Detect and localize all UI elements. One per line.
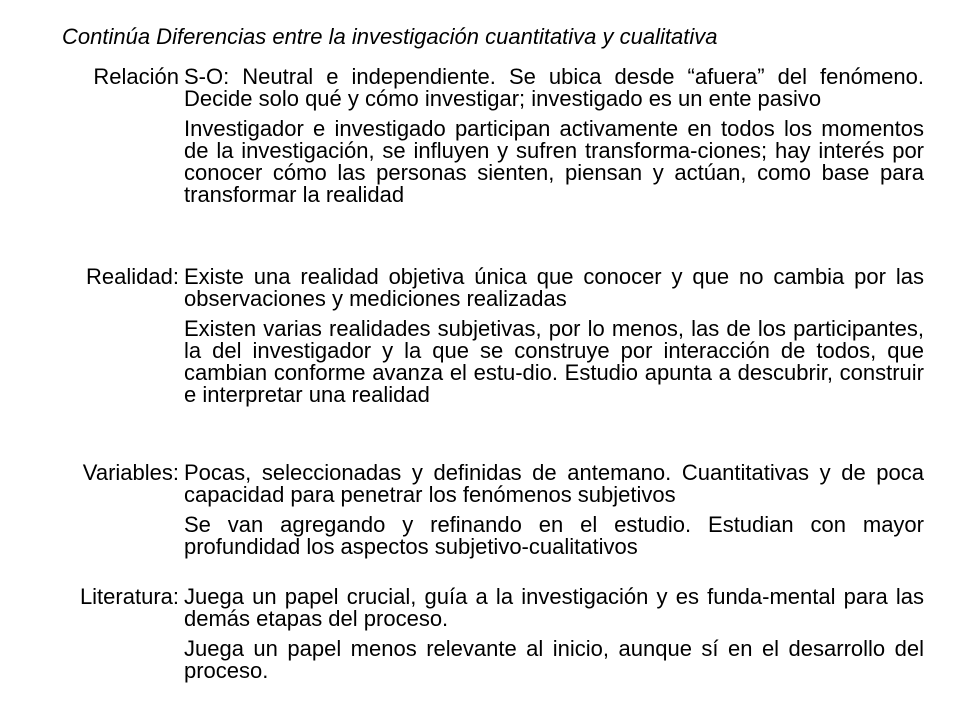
qualitative-paragraph: Investigador e investigado participan activamente en todos los momentos de la investigación, se influyen y sufren transforma-ciones; hay interés por conocer cómo las personas sienten, piensan y actúan, como base para transformar la realidad bbox=[184, 116, 924, 207]
section-body bbox=[184, 266, 924, 406]
slide-title: Continúa Diferencias entre la investigación cuantitativa y cualitativa bbox=[62, 24, 718, 49]
section-body bbox=[184, 586, 924, 682]
quantitative-paragraph: Juega un papel crucial, guía a la investigación y es funda-mental para las demás etapas del proceso. bbox=[184, 584, 924, 631]
qualitative-paragraph: Existen varias realidades subjetivas, por lo menos, las de los participantes, la del investigador y la que se construye por interacción de todos, que cambian conforme avanza el estu-dio. Estudio apunta a descubrir, construir e interpretar una realidad bbox=[184, 316, 924, 407]
quantitative-paragraph: S-O: Neutral e independiente. Se ubica desde “afuera” del fenómeno. Decide solo qué y cómo investigar; investigado es un ente pasivo bbox=[184, 64, 924, 111]
section-label: Literatura: bbox=[79, 584, 179, 609]
section-label: Realidad: bbox=[86, 264, 179, 289]
quantitative-paragraph: Pocas, seleccionadas y definidas de antemano. Cuantitativas y de poca capacidad para penetrar los fenómenos subjetivos bbox=[184, 460, 924, 507]
qualitative-paragraph: Se van agregando y refinando en el estudio. Estudian con mayor profundidad los aspectos subjetivo-cualitativos bbox=[184, 512, 924, 559]
section-body bbox=[184, 462, 924, 558]
section-label: Variables: bbox=[82, 460, 179, 485]
quantitative-paragraph: Existe una realidad objetiva única que conocer y que no cambia por las observaciones y mediciones realizadas bbox=[184, 264, 924, 311]
qualitative-paragraph: Juega un papel menos relevante al inicio, aunque sí en el desarrollo del proceso. bbox=[184, 636, 924, 683]
section-body bbox=[184, 66, 924, 206]
section-label: Relación bbox=[93, 64, 179, 89]
